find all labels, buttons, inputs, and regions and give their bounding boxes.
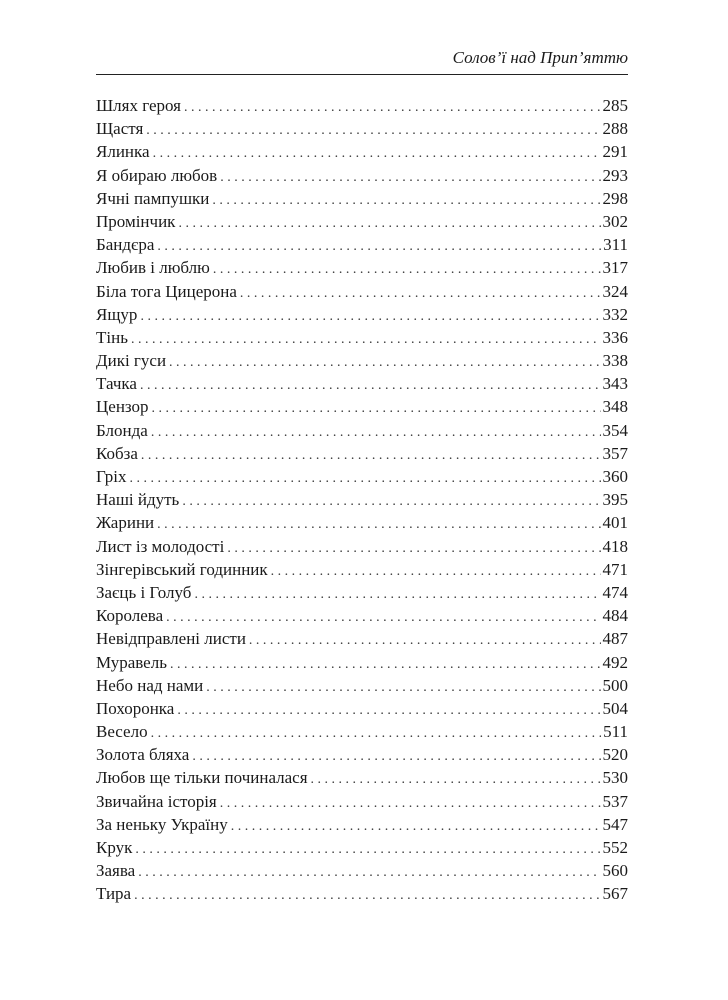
toc-entry-title: Заєць і Голуб xyxy=(96,582,192,602)
toc-entry-page-number: 302 xyxy=(602,211,628,231)
dot-leader xyxy=(153,142,601,165)
toc-entry-title: Муравель xyxy=(96,652,167,672)
dot-leader xyxy=(169,351,600,374)
toc-entry-page-number: 487 xyxy=(602,629,628,649)
toc-entry-title: Промінчик xyxy=(96,211,176,231)
dot-leader xyxy=(271,560,601,583)
toc-entry-page-number: 293 xyxy=(602,165,628,185)
toc-entry xyxy=(96,117,628,140)
toc-entry-title: Весело xyxy=(96,722,148,742)
toc-entry-page-number: 484 xyxy=(602,606,628,626)
dot-leader xyxy=(140,374,601,397)
toc-entry xyxy=(96,674,628,697)
dot-leader xyxy=(129,467,600,490)
toc-entry xyxy=(96,280,628,303)
toc-entry-title: Любив і люблю xyxy=(96,258,210,278)
toc-entry xyxy=(96,326,628,349)
dot-leader xyxy=(311,768,601,791)
toc-entry-page-number: 354 xyxy=(602,420,628,440)
toc-entry-page-number: 338 xyxy=(602,351,628,371)
toc-entry-page-number: 418 xyxy=(602,536,628,556)
header-rule xyxy=(96,74,628,75)
toc-entry-page-number: 560 xyxy=(602,861,628,881)
toc-entry-page-number: 552 xyxy=(602,838,628,857)
toc-entry-page-number: 504 xyxy=(602,698,628,718)
toc-entry-title: Дикі гуси xyxy=(96,351,167,371)
dot-leader xyxy=(178,212,600,235)
toc-entry xyxy=(96,94,628,117)
dot-leader xyxy=(220,792,601,815)
toc-entry xyxy=(96,164,628,187)
toc-entry-title: Похоронка xyxy=(96,698,175,718)
toc-entry-title: Цензор xyxy=(96,397,149,417)
toc-entry-title: Невідправлені листи xyxy=(96,629,246,649)
dot-leader xyxy=(138,861,600,884)
toc-entry xyxy=(96,187,628,210)
dot-leader xyxy=(166,606,600,629)
toc-entry xyxy=(96,859,628,882)
toc-entry-title: Наші йдуть xyxy=(96,490,180,510)
toc-entry-page-number: 511 xyxy=(603,722,628,742)
toc-entry-title: Заява xyxy=(96,861,136,881)
toc-entry-page-number: 530 xyxy=(602,768,628,788)
dot-leader xyxy=(227,537,600,560)
toc-entry-page-number: 324 xyxy=(602,281,628,301)
toc-entry-title: Золота бляха xyxy=(96,745,190,765)
toc-entry-title: Тінь xyxy=(96,327,128,347)
toc-entry-title: Шлях героя xyxy=(96,96,181,115)
dot-leader xyxy=(141,444,601,467)
toc-entry xyxy=(96,256,628,279)
toc-entry-title: Ящур xyxy=(96,304,138,324)
toc-entry-title: Біла тога Цицерона xyxy=(96,281,237,301)
toc-entry-title: Ячні пампушки xyxy=(96,188,210,208)
toc-entry-page-number: 311 xyxy=(603,235,628,255)
toc-entry-page-number: 500 xyxy=(602,675,628,695)
dot-leader xyxy=(170,653,601,676)
toc-entry-title: Блонда xyxy=(96,420,148,440)
dot-leader xyxy=(152,397,601,420)
dot-leader xyxy=(192,745,600,768)
toc-entry xyxy=(96,790,628,813)
toc-entry-page-number: 492 xyxy=(602,652,628,672)
toc-entry xyxy=(96,233,628,256)
toc-entry-page-number: 332 xyxy=(602,304,628,324)
toc-entry xyxy=(96,303,628,326)
toc-entry-page-number: 567 xyxy=(602,884,628,904)
toc-entry-title: Лист із молодості xyxy=(96,536,225,556)
toc-entry-title: Гріх xyxy=(96,467,127,486)
toc-entry-page-number: 547 xyxy=(602,814,628,834)
toc-entry-title: Тачка xyxy=(96,374,137,394)
toc-entry-page-number: 285 xyxy=(602,96,628,115)
toc-entry xyxy=(96,766,628,789)
toc-entry xyxy=(96,697,628,720)
toc-entry-page-number: 401 xyxy=(602,513,628,533)
toc-entry-title: Любов ще тільки починалася xyxy=(96,768,308,788)
toc-entry xyxy=(96,651,628,674)
dot-leader xyxy=(220,166,600,189)
toc-entry-title: Бандєра xyxy=(96,235,155,255)
toc-entry-page-number: 537 xyxy=(602,791,628,811)
table-of-contents xyxy=(96,94,628,906)
dot-leader xyxy=(212,189,600,212)
toc-entry-page-number: 360 xyxy=(602,467,628,486)
toc-entry-page-number: 474 xyxy=(602,582,628,602)
dot-leader xyxy=(151,722,602,745)
toc-entry-title: Я обираю любов xyxy=(96,165,218,185)
toc-entry-title: За неньку Україну xyxy=(96,814,228,834)
toc-entry xyxy=(96,465,628,488)
toc-entry xyxy=(96,419,628,442)
toc-entry-title: Зінгерівський годинник xyxy=(96,559,268,579)
dot-leader xyxy=(231,815,601,838)
toc-entry-title: Тира xyxy=(96,884,132,904)
toc-entry-title: Кобза xyxy=(96,443,138,463)
toc-entry xyxy=(96,743,628,766)
dot-leader xyxy=(194,583,600,606)
dot-leader xyxy=(157,235,601,258)
toc-entry-page-number: 357 xyxy=(602,443,628,463)
toc-entry xyxy=(96,349,628,372)
toc-entry-page-number: 395 xyxy=(602,490,628,510)
toc-entry xyxy=(96,836,628,859)
dot-leader xyxy=(134,884,600,907)
toc-entry-page-number: 520 xyxy=(602,745,628,765)
toc-entry xyxy=(96,535,628,558)
toc-entry xyxy=(96,442,628,465)
dot-leader xyxy=(177,699,600,722)
dot-leader xyxy=(213,258,601,281)
toc-entry-title: Крук xyxy=(96,838,133,857)
toc-entry xyxy=(96,627,628,650)
toc-entry xyxy=(96,720,628,743)
toc-entry-page-number: 288 xyxy=(602,119,628,139)
toc-entry xyxy=(96,558,628,581)
dot-leader xyxy=(140,305,600,328)
toc-entry xyxy=(96,372,628,395)
toc-entry-page-number: 317 xyxy=(602,258,628,278)
toc-entry-page-number: 471 xyxy=(602,559,628,579)
toc-entry-title: Небо над нами xyxy=(96,675,204,695)
toc-entry xyxy=(96,488,628,511)
dot-leader xyxy=(157,513,600,536)
toc-entry-page-number: 291 xyxy=(602,142,628,162)
toc-entry xyxy=(96,813,628,836)
toc-entry-title: Ялинка xyxy=(96,142,150,162)
toc-entry xyxy=(96,210,628,233)
toc-entry xyxy=(96,604,628,627)
toc-entry-page-number: 336 xyxy=(602,327,628,347)
toc-entry-page-number: 298 xyxy=(602,188,628,208)
dot-leader xyxy=(240,282,601,305)
toc-entry-title: Звичайна історія xyxy=(96,791,217,811)
toc-entry-page-number: 348 xyxy=(602,397,628,417)
dot-leader xyxy=(151,421,601,444)
toc-entry xyxy=(96,395,628,418)
dot-leader xyxy=(184,96,601,119)
toc-entry-page-number: 343 xyxy=(602,374,628,394)
toc-entry xyxy=(96,140,628,163)
toc-entry-title: Щастя xyxy=(96,119,144,139)
toc-entry xyxy=(96,882,628,905)
toc-entry-title: Королева xyxy=(96,606,164,626)
toc-entry xyxy=(96,581,628,604)
toc-entry-title: Жарини xyxy=(96,513,155,533)
running-head-title: Солов’ї над Прип’яттю xyxy=(452,48,628,67)
dot-leader xyxy=(146,119,600,142)
dot-leader xyxy=(131,328,601,351)
dot-leader xyxy=(206,676,600,699)
toc-entry xyxy=(96,511,628,534)
dot-leader xyxy=(135,838,600,861)
dot-leader xyxy=(249,629,601,652)
dot-leader xyxy=(182,490,600,513)
